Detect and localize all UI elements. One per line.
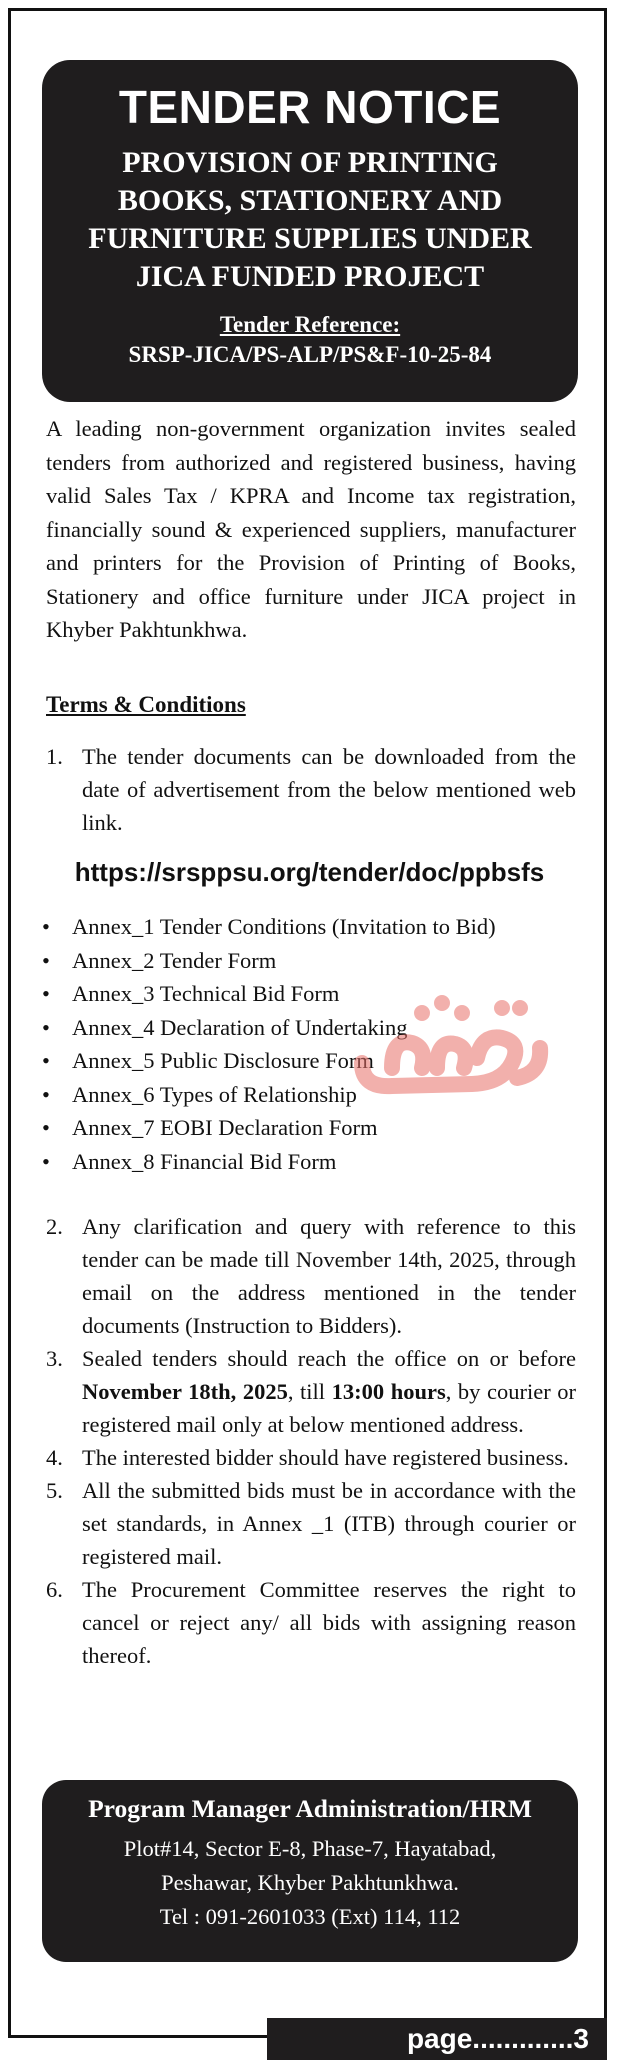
contact-address-line: Peshawar, Khyber Pakhtunkhwa. — [161, 1870, 459, 1895]
tender-reference-value: SRSP-JICA/PS-ALP/PS&F-10-25-84 — [128, 342, 492, 367]
item-text: The Procurement Committee reserves the right to cancel or reject any/ all bids with assigning reason thereof. — [82, 1577, 576, 1668]
watermark-logo — [352, 968, 552, 1108]
item-number: 1. — [46, 744, 63, 769]
item-text: , by courier or registered mail only at below mentioned address. — [82, 1379, 577, 1437]
list-item — [46, 1474, 576, 1573]
header-panel — [42, 60, 578, 402]
deadline-date: November 18th, 2025 — [82, 1379, 288, 1404]
item-text: Any clarification and query with reference to this tender can be made till November 14th, 2025, through email on the address mentioned in the tender documents (Instruction to Bidders). — [82, 1214, 576, 1338]
list-item — [46, 1342, 576, 1441]
subtitle-line: JICA FUNDED PROJECT — [135, 260, 485, 293]
list-item — [46, 740, 576, 839]
terms-list-first — [46, 740, 576, 839]
item-number: 6. — [46, 1577, 63, 1602]
list-item — [46, 1210, 576, 1342]
contact-address-line: Plot#14, Sector E-8, Phase-7, Hayatabad, — [123, 1836, 497, 1861]
subtitle-line: PROVISION OF PRINTING — [122, 146, 498, 179]
annex-item: • Annex_7 EOBI Declaration Form — [42, 1111, 496, 1145]
subtitle-line: BOOKS, STATIONERY AND — [117, 184, 503, 217]
item-text: Sealed tenders should reach the office on or before — [82, 1346, 576, 1371]
item-text: All the submitted bids must be in accordance with the set standards, in Annex _1 (ITB) through courier or registered mail. — [82, 1478, 576, 1569]
contact-phone: Tel : 091-2601033 (Ext) 114, 112 — [159, 1904, 461, 1929]
item-number: 2. — [46, 1214, 63, 1239]
annex-item: • Annex_4 Declaration of Undertaking — [42, 1011, 496, 1045]
annex-item: • Annex_2 Tender Form — [42, 944, 496, 978]
contact-panel — [42, 1780, 578, 1962]
list-item — [46, 1573, 576, 1672]
item-number: 3. — [46, 1346, 63, 1371]
annex-item: • Annex_8 Financial Bid Form — [42, 1145, 496, 1179]
terms-heading: Terms & Conditions — [46, 692, 246, 717]
contact-heading: Program Manager Administration/HRM — [88, 1794, 532, 1823]
item-number: 4. — [46, 1445, 63, 1470]
notice-subtitle — [42, 144, 578, 296]
tender-reference-label: Tender Reference: — [219, 312, 401, 337]
list-item — [46, 1441, 576, 1474]
notice-title: TENDER NOTICE — [118, 81, 502, 133]
tender-doc-link[interactable]: https://srsppsu.org/tender/doc/ppbsfs — [74, 857, 545, 887]
annex-item: • Annex_3 Technical Bid Form — [42, 977, 496, 1011]
terms-list-rest — [46, 1210, 576, 1672]
annex-item: • Annex_1 Tender Conditions (Invitation to Bid) — [42, 910, 496, 944]
intro-paragraph: A leading non-government organization invites sealed tenders from authorized and registered business, having valid Sales Tax / KPRA and Income tax registration, financially sound & experienced suppliers, manufacturer and printers for the Provision of Printing of Books, Stationery and office furniture under JICA project in Khyber Pakhtunkhwa. — [46, 416, 576, 642]
item-text: The interested bidder should have registered business. — [82, 1445, 569, 1470]
subtitle-line: FURNITURE SUPPLIES UNDER — [88, 222, 532, 255]
item-text: The tender documents can be downloaded from the date of advertisement from the below mentioned web link. — [82, 744, 576, 835]
annex-item: • Annex_6 Types of Relationship — [42, 1078, 496, 1112]
page-number-bar: page.............3 — [267, 2018, 607, 2060]
deadline-time: 13:00 hours — [331, 1379, 446, 1404]
annex-item: • Annex_5 Public Disclosure Form — [42, 1044, 496, 1078]
item-text: , till — [287, 1379, 332, 1404]
item-number: 5. — [46, 1478, 63, 1503]
